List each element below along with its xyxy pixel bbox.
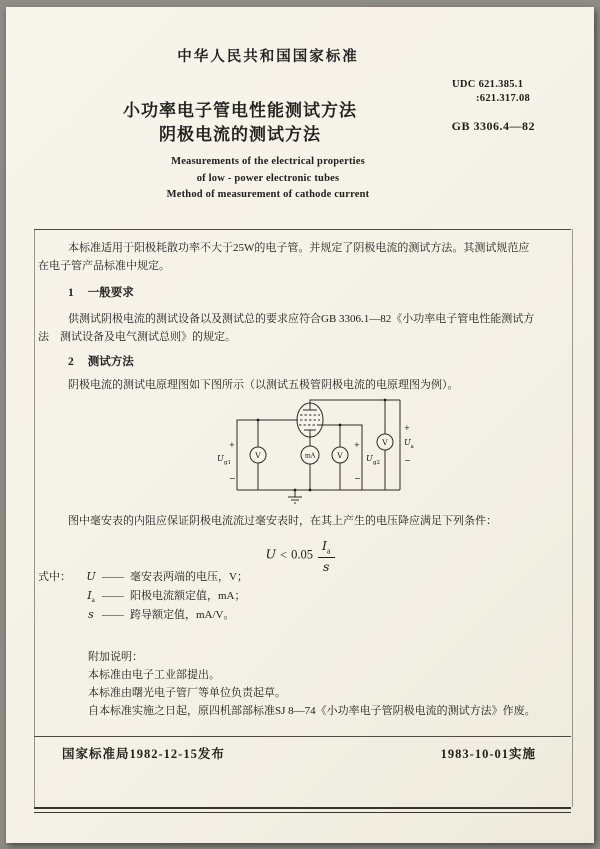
section1-number: 1 bbox=[68, 287, 74, 299]
definition-symbol: s bbox=[88, 608, 94, 621]
document-title-line2: 阴极电流的测试方法 bbox=[159, 125, 321, 144]
english-title-line3: Method of measurement of cathode current bbox=[166, 189, 370, 200]
formula-fraction bbox=[318, 538, 335, 574]
section1-title: 一般要求 bbox=[87, 287, 134, 299]
junction-dot bbox=[384, 399, 387, 402]
standard-number: GB 3306.4—82 bbox=[451, 119, 535, 133]
formula-numerator-subscript: a bbox=[326, 546, 331, 556]
english-title-line2: of low - power electronic tubes bbox=[196, 172, 340, 184]
definition-text: 毫安表两端的电压，V； bbox=[130, 571, 248, 583]
definition-dash: —— bbox=[102, 590, 124, 602]
ground-symbol bbox=[288, 490, 302, 503]
source-anode-plus-sign: + bbox=[404, 424, 410, 432]
section2-body-line1: 阴极电流的测试电原理图如下图所示（以测试五极管阴极电流的电原理图为例）。 bbox=[68, 379, 459, 391]
wire-top-bus bbox=[310, 400, 400, 410]
junction-dot bbox=[309, 489, 312, 492]
junction-dot bbox=[339, 424, 342, 427]
footer-implementation-date: 1983-10-01实施 bbox=[440, 747, 536, 761]
english-title-block bbox=[6, 154, 530, 204]
section2-heading bbox=[68, 355, 134, 369]
english-title-line1: Measurements of the electrical properties bbox=[171, 156, 365, 167]
footer-rule bbox=[34, 736, 571, 737]
where-label: 式中： bbox=[38, 571, 71, 583]
formula-numerator-base: I bbox=[321, 538, 327, 553]
voltmeter-g2-label: V bbox=[337, 450, 343, 460]
formula-relation: < bbox=[280, 547, 288, 562]
wire-grid1-lead bbox=[237, 420, 298, 490]
bottom-rule-thin bbox=[34, 812, 571, 813]
definition-dash: —— bbox=[102, 609, 124, 621]
additional-note-line2: 本标准由曙光电子管厂等单位负责起草。 bbox=[88, 687, 286, 699]
scope-paragraph-line2: 在电子管产品标准中规定。 bbox=[38, 260, 170, 272]
section1-body-line1: 供测试阴极电流的测试设备以及测试总的要求应符合GB 3306.1—82《小功率电子管电性能测试方 bbox=[68, 313, 535, 325]
additional-note-line3: 自本标准实施之日起，原四机部部标准SJ 8—74《小功率电子管阴极电流的测试方法》作废。 bbox=[88, 705, 536, 717]
source-anode-subscript: a bbox=[410, 444, 414, 450]
document-page bbox=[6, 7, 594, 843]
udc-line2: :621.317.08 bbox=[476, 92, 531, 104]
additional-notes-heading: 附加说明： bbox=[88, 651, 143, 663]
voltmeter-g1-label: V bbox=[255, 450, 261, 460]
source-g1-minus-sign: − bbox=[229, 474, 236, 483]
document-title-line1: 小功率电子管电性能测试方法 bbox=[123, 101, 357, 120]
header-rule bbox=[34, 229, 571, 230]
definition-row bbox=[38, 606, 235, 623]
definition-symbol: $I_a$ bbox=[87, 589, 95, 605]
source-anode-symbol: U bbox=[404, 438, 411, 447]
source-anode-minus-sign: − bbox=[404, 456, 411, 465]
source-g2-plus-sign: + bbox=[354, 441, 360, 449]
source-g2-minus-sign: − bbox=[354, 474, 361, 483]
source-g1-symbol: U bbox=[217, 454, 224, 463]
additional-note-line1: 本标准由电子工业部提出。 bbox=[88, 669, 220, 681]
formula-coefficient: 0.05 bbox=[291, 547, 313, 562]
section1-heading bbox=[68, 286, 134, 300]
formula-denominator: s bbox=[323, 558, 330, 574]
source-g2-symbol: U bbox=[366, 454, 373, 463]
milliammeter-label: mA bbox=[304, 452, 316, 460]
definition-row bbox=[38, 568, 248, 585]
section2-number: 2 bbox=[68, 356, 74, 368]
definition-row bbox=[38, 587, 246, 604]
source-g1-plus-sign: + bbox=[229, 441, 235, 449]
condition-paragraph: 图中毫安表的内阻应保证阴极电流流过毫安表时，在其上产生的电压降应满足下列条件： bbox=[68, 515, 497, 527]
national-standard-label: 中华人民共和国国家标准 bbox=[177, 49, 359, 65]
udc-line1: UDC 621.385.1 bbox=[452, 79, 524, 90]
section1-body-line2: 法 测试设备及电气测试总则》的规定。 bbox=[38, 331, 236, 343]
junction-dot bbox=[257, 419, 260, 422]
definition-dash: —— bbox=[102, 571, 124, 583]
voltmeter-anode-label: V bbox=[382, 437, 388, 447]
formula-numerator bbox=[318, 538, 335, 558]
section2-title: 测试方法 bbox=[87, 356, 134, 368]
definition-text: 阳极电流额定值，mA； bbox=[130, 590, 246, 602]
scope-paragraph-line1: 本标准适用于阳极耗散功率不大于25W的电子管。并规定了阴极电流的测试方法。其测试规范应 bbox=[68, 242, 530, 254]
source-g1-subscript: g1 bbox=[224, 460, 232, 466]
circuit-diagram bbox=[210, 392, 420, 510]
definition-symbol: U bbox=[86, 570, 96, 583]
bottom-rule-thick bbox=[34, 807, 571, 809]
source-g2-subscript: g2 bbox=[373, 460, 381, 466]
junction-dot bbox=[294, 489, 297, 492]
footer-issued-date: 国家标准局1982-12-15发布 bbox=[62, 747, 225, 761]
definition-text: 跨导额定值，mA/V。 bbox=[130, 609, 235, 621]
formula-lhs: U bbox=[265, 546, 277, 562]
